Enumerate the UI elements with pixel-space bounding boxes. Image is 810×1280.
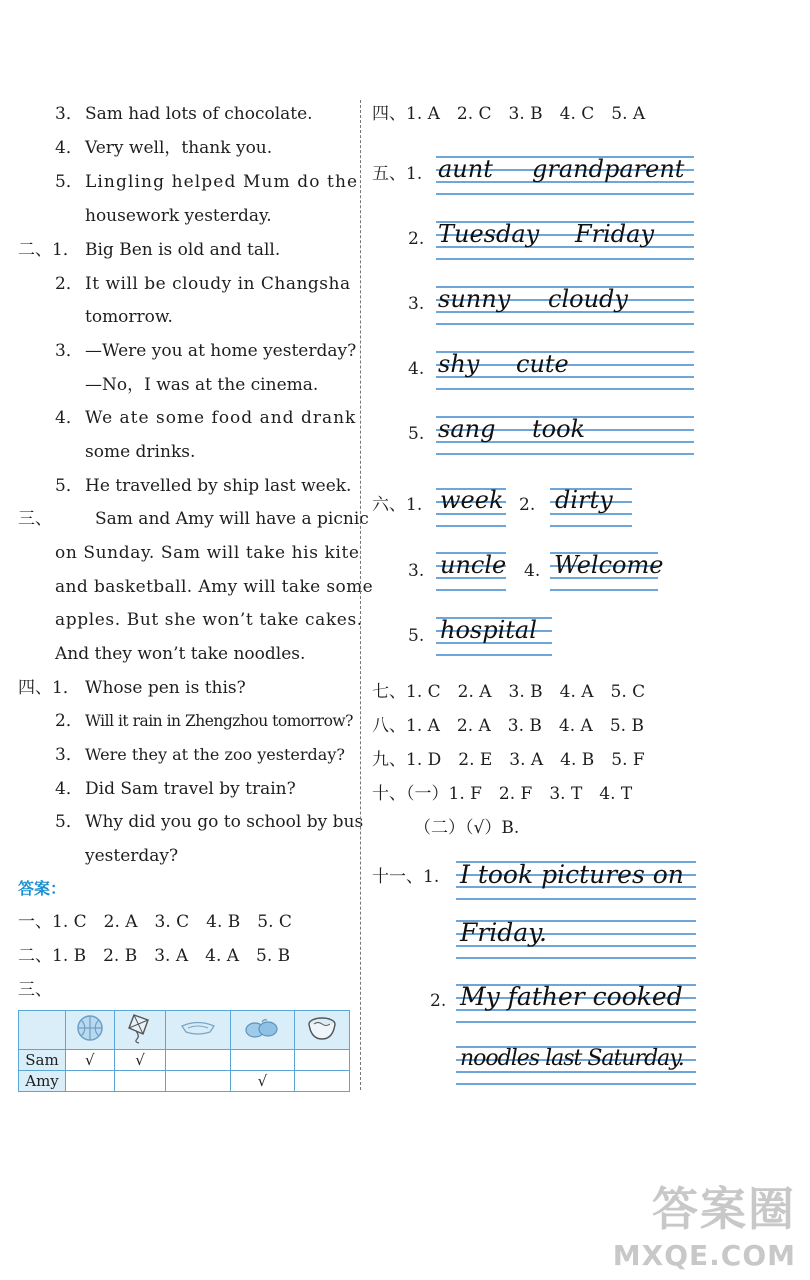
answer-text: —No，I was at the cinema.: [85, 375, 319, 395]
item-number: 3.: [408, 561, 425, 581]
item-number: 4．: [55, 138, 83, 158]
handwritten-word: aunt: [438, 155, 493, 183]
table-row: [19, 1071, 350, 1092]
table-corner: [19, 1011, 66, 1050]
item-number: 2.: [408, 229, 425, 249]
handwritten-word: Tuesday: [438, 220, 540, 248]
table-header-row: [19, 1011, 350, 1050]
handwritten-word: took: [532, 415, 586, 443]
check-mark: [295, 1050, 350, 1071]
answer-text: It will be cloudy in Changsha: [85, 274, 351, 294]
watermark: [613, 1173, 796, 1272]
item-number: 4.: [408, 359, 425, 379]
handwritten-word: shy: [438, 350, 480, 378]
answer-row: 八、1. A 2. A 3. B 4. A 5. B: [372, 716, 644, 736]
handwritten-sentence: Friday.: [460, 918, 547, 947]
handwritten-word: Welcome: [554, 551, 664, 579]
item-number: 5．: [55, 476, 83, 496]
apples-icon: [230, 1011, 294, 1050]
answer-row: 四、1. A 2. C 3. B 4. C 5. A: [372, 104, 646, 124]
check-mark: [66, 1071, 115, 1092]
answer-text: tomorrow.: [85, 307, 173, 327]
item-number: 5.: [408, 424, 425, 444]
answer-text: Very well，thank you.: [85, 138, 273, 158]
section-number: 三、: [18, 509, 52, 529]
answer-text: Whose pen is this?: [85, 678, 246, 698]
answer-text: Lingling helped Mum do the: [85, 172, 359, 192]
row-label: Amy: [19, 1071, 66, 1092]
item-number: 2．: [55, 711, 83, 731]
paragraph-text: and basketball. Amy will take some: [55, 577, 374, 597]
answer-row: 九、1. D 2. E 3. A 4. B 5. F: [372, 750, 645, 770]
handwritten-word: uncle: [440, 551, 507, 579]
check-mark: √: [114, 1050, 166, 1071]
paragraph-text: Sam and Amy will have a picnic: [95, 509, 369, 529]
answer-row: 七、1. C 2. A 3. B 4. A 5. C: [372, 682, 646, 702]
answer-row: 二、1. B 2. B 3. A 4. A 5. B: [18, 946, 291, 966]
check-mark: [166, 1071, 230, 1092]
item-number: 5．: [55, 172, 83, 192]
watermark-title: 答案圈: [652, 1182, 796, 1236]
handwritten-sentence: My father cooked: [460, 982, 683, 1011]
section-number: 十一、1.: [372, 867, 440, 887]
check-mark: √: [66, 1050, 115, 1071]
check-mark: [295, 1071, 350, 1092]
watermark-url: MXQE.COM: [612, 1239, 796, 1272]
answer-text: Big Ben is old and tall.: [85, 240, 281, 260]
handwritten-word: cloudy: [548, 285, 628, 313]
item-number: 5．: [55, 812, 83, 832]
item-number: 3．: [55, 745, 83, 765]
item-number: 3．: [55, 104, 83, 124]
row-label: Sam: [19, 1050, 66, 1071]
answer-row: （二）（√）B.: [414, 818, 520, 838]
item-number: 2.: [519, 495, 536, 515]
answer-row: 十、（一）1. F 2. F 3. T 4. T: [372, 784, 633, 804]
answer-text: Sam had lots of chocolate.: [85, 104, 313, 124]
answer-text: We ate some food and drank: [85, 408, 357, 428]
table-row: [19, 1050, 350, 1071]
paragraph-text: on Sunday. Sam will take his kite: [55, 543, 360, 563]
answer-text: yesterday?: [85, 846, 179, 866]
check-mark: [166, 1050, 230, 1071]
answer-text: Did Sam travel by train?: [85, 779, 296, 799]
handwritten-word: sunny: [438, 285, 511, 313]
check-mark: √: [230, 1071, 294, 1092]
item-number: 2．: [55, 274, 83, 294]
section-number: 六、1.: [372, 495, 423, 515]
answer-text: housework yesterday.: [85, 206, 272, 226]
column-divider: [360, 100, 361, 1090]
handwritten-word: hospital: [440, 616, 537, 644]
handwritten-word: sang: [438, 415, 496, 443]
item-number: 3．: [55, 341, 83, 361]
answer-row: 一、1. C 2. A 3. C 4. B 5. C: [18, 912, 292, 932]
item-number: 4．: [55, 779, 83, 799]
check-mark: [230, 1050, 294, 1071]
item-number: 4．: [55, 408, 83, 428]
handwritten-sentence: I took pictures on: [460, 860, 684, 889]
answer-text: Were they at the zoo yesterday?: [85, 745, 345, 764]
handwritten-word: cute: [516, 350, 569, 378]
section-number: 二、1．: [18, 240, 80, 260]
item-number: 3.: [408, 294, 425, 314]
item-number: 4.: [524, 561, 541, 581]
kite-icon: [114, 1011, 166, 1050]
answers-heading: 答案：: [18, 879, 67, 898]
section-number: 五、1.: [372, 164, 423, 184]
answer-text: —Were you at home yesterday?: [85, 341, 357, 361]
answer-text: He travelled by ship last week.: [85, 476, 352, 496]
handwritten-word: grandparent: [532, 155, 685, 183]
handwritten-word: week: [440, 486, 504, 514]
answer-row: 三、: [18, 980, 52, 1000]
noodles-icon: [295, 1011, 350, 1050]
paragraph-text: And they won’t take noodles.: [55, 644, 306, 664]
item-number: 5.: [408, 626, 425, 646]
answer-text: Will it rain in Zhengzhou tomorrow?: [85, 712, 353, 730]
answer-text: some drinks.: [85, 442, 196, 462]
basketball-icon: [66, 1011, 115, 1050]
item-number: 2.: [430, 991, 447, 1011]
section-number: 四、1．: [18, 678, 80, 698]
handwritten-word: dirty: [555, 486, 613, 514]
answer-table: [18, 1010, 350, 1092]
check-mark: [114, 1071, 166, 1092]
answer-text: Why did you go to school by bus: [85, 812, 364, 832]
paragraph-text: apples. But she won’t take cakes.: [55, 610, 363, 630]
cake-icon: [166, 1011, 230, 1050]
handwritten-word: Friday: [575, 220, 655, 248]
handwritten-sentence: noodles last Saturday.: [460, 1046, 684, 1071]
